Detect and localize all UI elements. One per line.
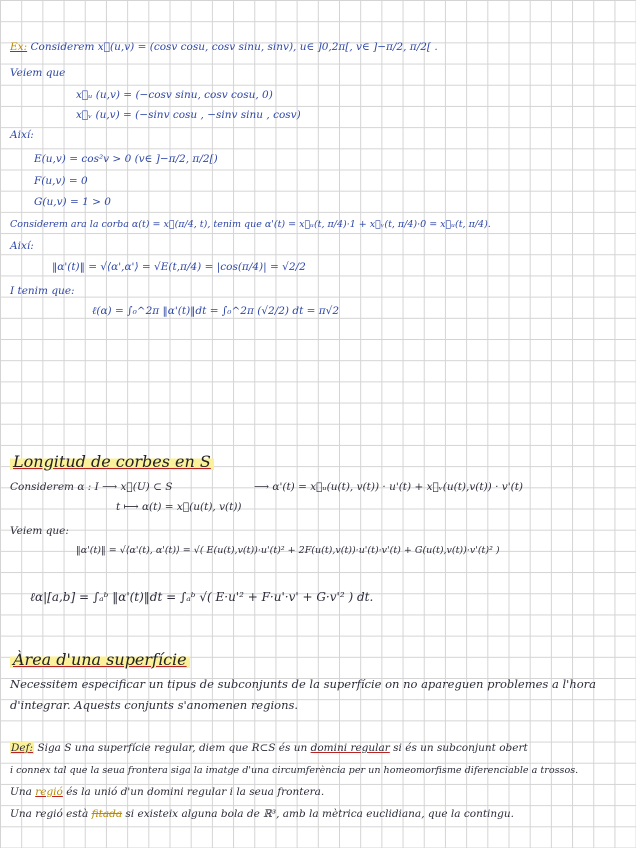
length-general-formula: ℓα|[a,b] = ∫ₐᵇ ‖α'(t)‖dt = ∫ₐᵇ √( E·u'² + F·u'·v' + G·v'² ) dt. [30,590,374,604]
definition-text-1a: Siga S una superfície regular, diem que R⊂S és un [37,742,308,754]
veiem-que-label-2: Veiem que: [10,525,69,537]
tenim-que-label: I tenim que: [10,285,75,297]
length-result: ℓ(α) = ∫₀^2π ‖α'(t)‖dt = ∫₀^2π (√2/2) dt = π√2 [92,305,340,317]
area-intro-line-2: d'integrar. Aquests conjunts s'anomenen regions. [10,698,299,712]
section-title-area: Àrea d'una superfície [10,650,190,670]
definition-text-1c: si és un subconjunt obert [393,742,528,754]
example-intro: Considerem x⃗(u,v) = (cosv cosu, cosv sinu, sinv), u∈ ]0,2π[, v∈ ]−π/2, π/2[ . [30,41,438,53]
regio-term: regió [35,786,63,798]
norm-general-formula: ‖α'(t)‖ = √⟨α'(t), α'(t)⟩ = √( E(u(t),v(t))·u'(t)² + 2F(u(t),v(t))·u'(t)·v'(t) + G(u(t),v(t))·v'(t)² ) [76,545,500,556]
domini-regular-term: domini regular [310,742,390,754]
veiem-que-label: Veiem que [10,67,66,79]
section-title-longitud: Longitud de corbes en S [10,452,214,472]
map-alpha-definition: Considerem α : I ⟶ x⃗(U) ⊂ S [10,481,173,493]
definition-label: Def: [11,742,34,754]
fitada-term: fitada [91,808,123,820]
aixi-label-2: Així: [10,240,34,252]
definition-line-1 [10,738,528,759]
definition-line-2: i connex tal que la seua frontera siga la imatge d'una circumferència per un homeomorfisme diferenciable a trossos. [10,765,579,776]
aixi-label-1: Així: [10,129,34,141]
example-label: Ex: [10,41,28,53]
coefficient-E: E(u,v) = cos²v > 0 (v∈ ]−π/2, π/2[) [34,153,218,165]
coefficient-G: G(u,v) = 1 > 0 [34,196,111,208]
definition-line-3: Una regió és la unió d'un domini regular i la seua frontera. [10,786,325,798]
alpha-prime-expansion: ⟶ α'(t) = x⃗ᵤ(u(t), v(t)) · u'(t) + x⃗ᵥ(u(t),v(t)) · v'(t) [254,481,524,493]
area-intro-line-1: Necessitem especificar un tipus de subconjunts de la superfície on no apareguen problemes a l'hora [10,677,597,691]
example-intro-line [10,40,438,54]
xu-partial-derivative: x⃗ᵤ (u,v) = (−cosv sinu, cosv cosu, 0) [76,89,273,101]
map-alpha-rule: t ⟼ α(t) = x⃗(u(t), v(t)) [116,501,242,513]
definition-line-4: Una regió està fitada si existeix alguna bola de ℝ³, amb la mètrica euclidiana, que la contingu. [10,808,514,820]
norm-alpha-prime: ‖α'(t)‖ = √⟨α',α'⟩ = √E(t,π/4) = |cos(π/4)| = √2/2 [52,261,306,273]
xv-partial-derivative: x⃗ᵥ (u,v) = (−sinv cosu , −sinv sinu , cosv) [76,109,301,121]
coefficient-F: F(u,v) = 0 [34,175,88,187]
curve-alpha-line: Considerem ara la corba α(t) = x⃗(π/4, t), tenim que α'(t) = x⃗ᵤ(t, π/4)·1 + x⃗ᵥ(t, π/4)·0 = x⃗ᵤ(t, π/4). [10,219,491,230]
